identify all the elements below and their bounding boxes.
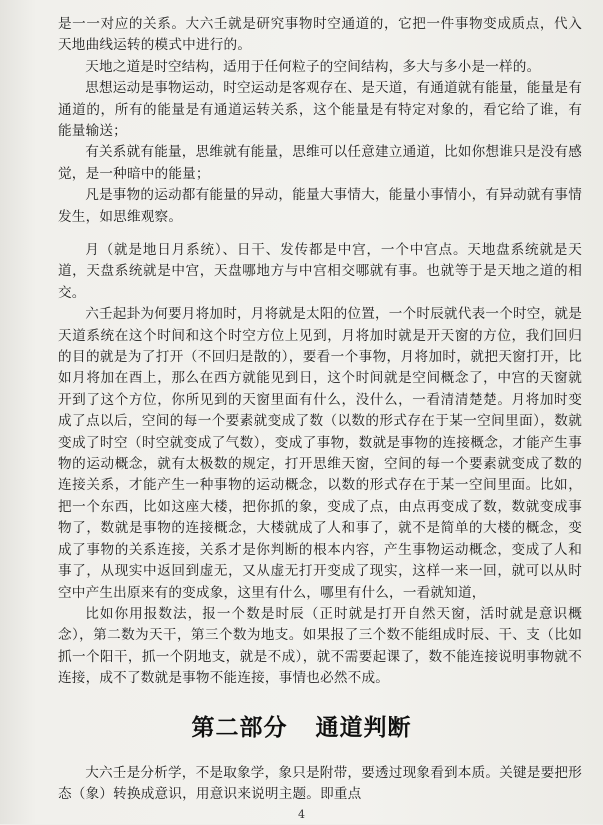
paragraph: 有关系就有能量，思维就有能量，思维可以任意建立通道，比如你想谁只是没有感觉，是一种暗中的能量； [58, 144, 582, 182]
heading-title: 通道判断 [315, 715, 412, 741]
page-number: 4 [298, 808, 305, 821]
paragraph: 比如你用报数法，报一个数是时辰（正时就是打开自然天窗，活时就是意识概念），第二数为天干，第三个数为地支。如果报了三个数不能组成时辰、干、支（比如抓一个阳干，抓一个阴地支，就是不成），就不需要起课了，数不能连接说明事物就不连接，成不了数就是事物不能连接，事情也必然不成。 [58, 605, 582, 687]
text-section-2 [58, 240, 582, 690]
paragraph: 六壬起卦为何要月将加时，月将就是太阳的位置，一个时辰就代表一个时空，就是天道系统在这个时间和这个时空方位上见到，月将加时就是开天窗的方位，我们回归的目的就是为了打开（不回归是散的），要看一个事物，月将加时，就把天窗打开，比如月将加在酉上，那么在西方就能见到日，这个时间就是空间概念了，中宫的天窗就开到了这个方位，你所见到的天窗里面有什么，没什么，一看清清楚楚。月将加时变成了点以后，空间的每一个要素就变成了数（以数的形式存在于某一空间里面），数就变成了时空（时空就变成了气数），变成了事物，数就是事物的连接概念，才能产生事物的运动概念，就有太极数的规定，打开思维天窗，空间的每一个要素就变成了数的连接关系，才能产生一种事物的运动概念，以数的形式存在于某一空间里面。比如，把一个东西，比如这座大楼，把你抓的象，变成了点，由点再变成了数，数就变成事物了，数就是事物的连接概念，大楼就成了人和事了，就不是简单的大楼的概念，变成了事物的关系连接，关系才是你判断的根本内容，产生事物运动概念，变成了人和事了，从现实中返回到虚无，又从虚无打开变成了现实，这样一来一回，就可以从时空中产生出原来有的变成象，这里有什么，哪里有什么，一看就知道， [58, 306, 582, 601]
paragraph: 思想运动是事物运动，时空运动是客观存在、是天道，有通道就有能量，能量是有通道的，所有的能量是有通道运转关系，这个能量是有特定对象的，看它给了谁，有能量输送； [58, 80, 582, 140]
heading-part-label: 第二部分 [191, 715, 288, 741]
paragraph: 大六壬是分析学，不是取象学，象只是附带，要透过现象看到本质。关键是要把形态（象）转换成意识，用意识来说明主题。即重点 [58, 765, 582, 803]
text-section-1 [58, 14, 582, 228]
paragraph: 月（就是地日月系统）、日干、发传都是中宫，一个中宫点。天地盘系统就是天道，天盘系统就是中宫，天盘哪地方与中宫相交哪就有事。也就等于是天地之道的相交。 [58, 242, 582, 301]
text-section-3 [58, 763, 582, 806]
paragraph: 天地之道是时空结构，适用于任何粒子的空间结构，多大与多小是一样的。 [85, 58, 541, 75]
section-heading [0, 715, 603, 741]
paragraph: 凡是事物的运动都有能量的异动，能量大事情大，能量小事情小，有异动就有事情发生，如思维观察。 [58, 187, 582, 225]
paragraph: 是一一对应的关系。大六壬就是研究事物时空通道的，它把一件事物变成质点，代入天地曲线运转的模式中进行的。 [58, 16, 582, 54]
